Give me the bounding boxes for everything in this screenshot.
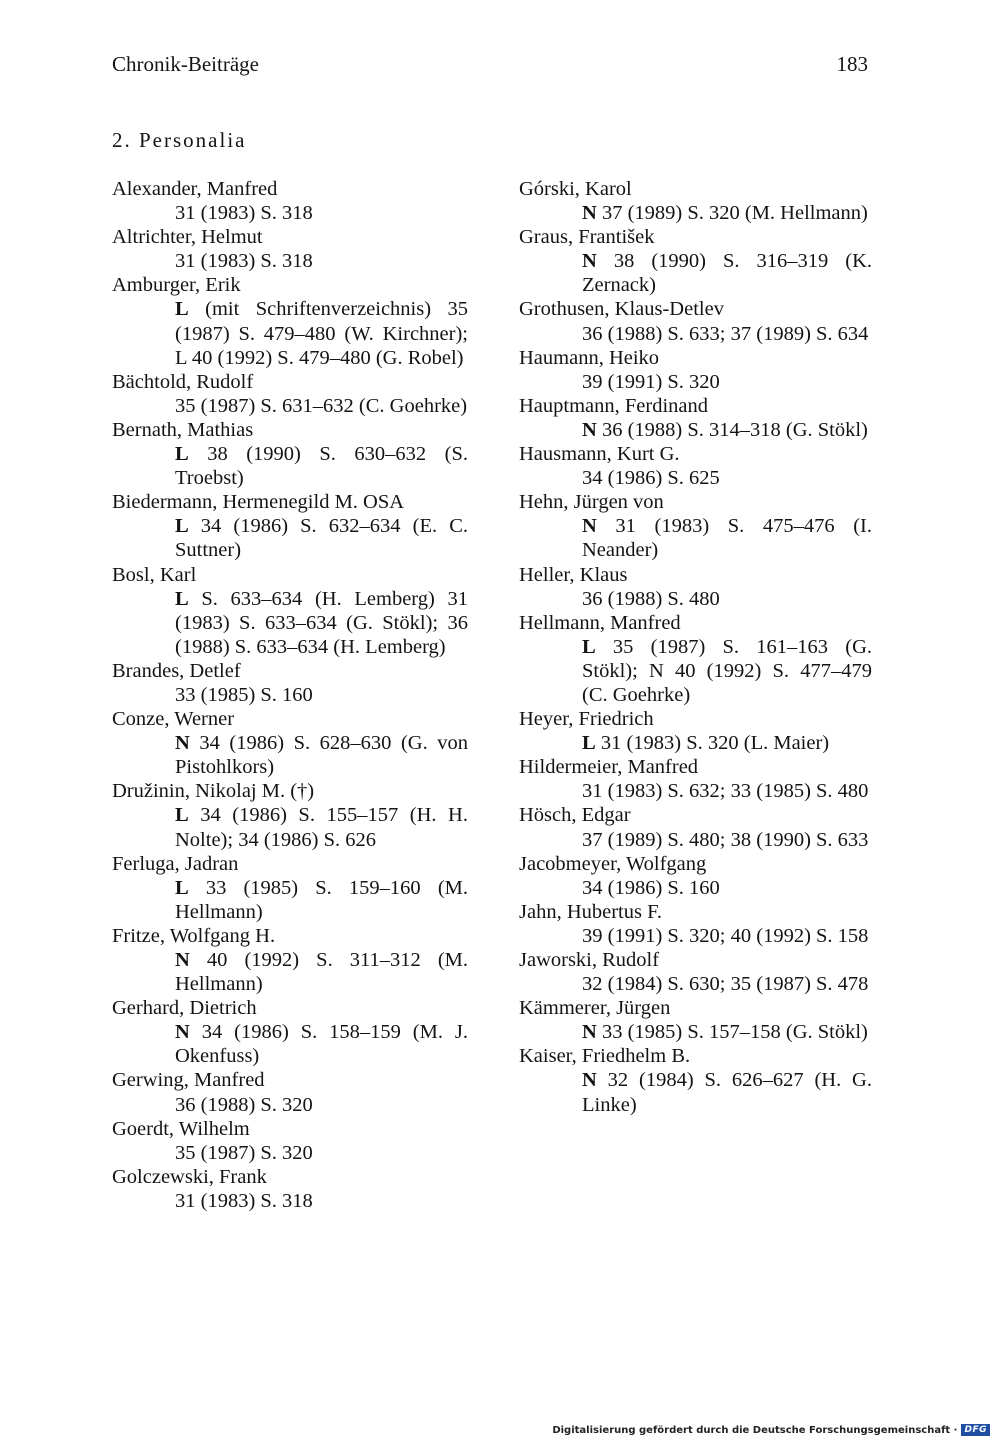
entry-citation: 35 (1987) S. 320 <box>175 1141 313 1164</box>
entry-type-mark: N <box>175 949 190 971</box>
entry-citation: 36 (1988) S. 314–318 (G. Stökl) <box>601 418 868 441</box>
index-entry <box>112 924 468 996</box>
entry-name: Biedermann, Hermenegild M. OSA <box>112 491 405 514</box>
entry-type-mark: L <box>175 804 189 827</box>
entry-name: Górski, Karol <box>519 178 632 200</box>
index-entry <box>519 442 872 490</box>
entry-name: Brandes, Detlef <box>112 659 241 682</box>
entry-reference <box>519 828 872 852</box>
entry-name: Hehn, Jürgen von <box>519 491 664 514</box>
entry-reference <box>519 779 872 803</box>
index-entry <box>112 225 468 273</box>
index-entry <box>112 273 468 369</box>
entry-citation: 33 (1985) S. 157–158 (G. Stökl) <box>601 1021 868 1044</box>
index-entry <box>519 297 872 345</box>
entry-name: Gerwing, Manfred <box>112 1069 265 1092</box>
entry-reference <box>112 803 468 851</box>
index-entry <box>519 803 872 851</box>
index-entry <box>112 1165 468 1213</box>
right-column <box>519 177 872 1117</box>
index-entry <box>519 900 872 948</box>
entry-name: Hildermeier, Manfred <box>519 756 699 779</box>
entry-citation: 35 (1987) S. 161–163 (G. Stökl); N 40 (1992) S. 477–479 (C. Goehrke) <box>582 635 873 706</box>
entry-name: Gerhard, Dietrich <box>112 997 257 1020</box>
index-entry <box>519 755 872 803</box>
entry-reference <box>519 514 872 562</box>
entry-citation: 36 (1988) S. 633; 37 (1989) S. 634 <box>582 322 869 345</box>
entry-citation: 34 (1986) S. 160 <box>582 876 720 899</box>
entry-reference <box>519 924 872 948</box>
entry-name: Hellmann, Manfred <box>519 611 681 634</box>
entry-citation: 38 (1990) S. 316–319 (K. Zernack) <box>582 250 872 297</box>
entry-reference <box>112 1020 468 1068</box>
entry-citation: 34 (1986) S. 625 <box>582 467 720 490</box>
entry-reference <box>112 1141 468 1165</box>
entry-reference <box>112 394 468 418</box>
index-entry <box>519 1044 872 1116</box>
entry-citation: 33 (1985) S. 160 <box>175 683 313 706</box>
entry-reference <box>519 731 872 755</box>
entry-name: Goerdt, Wilhelm <box>112 1117 250 1140</box>
entry-reference <box>112 948 468 996</box>
entry-name: Heyer, Friedrich <box>519 708 654 731</box>
entry-citation: 37 (1989) S. 480; 38 (1990) S. 633 <box>582 828 869 851</box>
entry-citation: 34 (1986) S. 158–159 (M. J. Okenfuss) <box>175 1021 469 1068</box>
entry-citation: 39 (1991) S. 320 <box>582 370 720 393</box>
entry-type-mark: L <box>175 298 189 321</box>
entry-type-mark: L <box>582 635 596 658</box>
entry-citation: (mit Schriftenverzeichnis) 35 (1987) S. 479–480 (W. Kirchner); L 40 (1992) S. 479–480 (G. Robel) <box>175 298 469 369</box>
entry-name: Amburger, Erik <box>112 274 241 297</box>
entry-citation: 37 (1989) S. 320 (M. Hellmann) <box>601 202 868 225</box>
entry-name: Kämmerer, Jürgen <box>519 997 671 1020</box>
entry-citation: 31 (1983) S. 475–476 (I. Neander) <box>582 515 872 562</box>
index-entry <box>112 563 468 659</box>
entry-type-mark: N <box>175 1021 190 1044</box>
entry-name: Conze, Werner <box>112 708 235 731</box>
entry-reference <box>519 587 872 611</box>
entry-citation: 31 (1983) S. 320 (L. Maier) <box>600 732 830 755</box>
entry-name: Bächtold, Rudolf <box>112 370 254 393</box>
entry-citation: 31 (1983) S. 632; 33 (1985) S. 480 <box>582 780 869 803</box>
entry-name: Heller, Klaus <box>519 563 628 586</box>
entry-type-mark: L <box>175 587 189 610</box>
entry-citation: 36 (1988) S. 320 <box>175 1093 313 1116</box>
index-entry <box>519 346 872 394</box>
entry-name: Fritze, Wolfgang H. <box>112 924 276 947</box>
entry-citation: 34 (1986) S. 155–157 (H. H. Nolte); 34 (1986) S. 626 <box>175 804 468 851</box>
entry-reference <box>112 249 468 273</box>
index-entry <box>112 707 468 779</box>
entry-reference <box>519 876 872 900</box>
entry-type-mark: L <box>175 443 189 466</box>
left-column <box>112 177 468 1213</box>
page-number: 183 <box>836 52 868 76</box>
entry-reference <box>519 418 872 442</box>
entry-citation: 31 (1983) S. 318 <box>175 202 313 225</box>
index-entry <box>112 852 468 924</box>
dfg-logo: DFG <box>961 1424 990 1436</box>
entry-reference <box>519 201 872 225</box>
index-entry <box>519 852 872 900</box>
entry-reference <box>519 249 872 297</box>
entry-citation: 39 (1991) S. 320; 40 (1992) S. 158 <box>582 924 869 947</box>
index-entry <box>519 563 872 611</box>
index-entry <box>519 707 872 755</box>
index-entry <box>519 490 872 562</box>
entry-reference <box>112 876 468 924</box>
entry-citation: 40 (1992) S. 311–312 (M. Hellmann) <box>175 949 469 996</box>
entry-type-mark: N <box>582 250 597 273</box>
entry-reference <box>519 635 872 707</box>
page-header <box>112 52 868 82</box>
entry-name: Grothusen, Klaus-Detlev <box>519 298 724 321</box>
entry-name: Altrichter, Helmut <box>112 226 263 249</box>
index-entry <box>112 996 468 1068</box>
entry-citation: 32 (1984) S. 630; 35 (1987) S. 478 <box>582 973 869 996</box>
entry-name: Bernath, Mathias <box>112 418 254 441</box>
entry-type-mark: N <box>582 1069 597 1092</box>
entry-type-mark: N <box>582 515 597 538</box>
entry-reference <box>112 731 468 779</box>
entry-name: Alexander, Manfred <box>112 178 278 200</box>
entry-name: Kaiser, Friedhelm B. <box>519 1045 691 1068</box>
entry-citation: 31 (1983) S. 318 <box>175 1189 313 1212</box>
index-entry <box>519 996 872 1044</box>
entry-reference <box>519 322 872 346</box>
entry-name: Hösch, Edgar <box>519 804 631 827</box>
index-entry <box>112 659 468 707</box>
entry-name: Jahn, Hubertus F. <box>519 900 662 923</box>
entry-name: Golczewski, Frank <box>112 1165 267 1188</box>
entry-reference <box>519 466 872 490</box>
entry-name: Graus, František <box>519 226 655 249</box>
index-entry <box>112 177 468 225</box>
entry-reference <box>112 442 468 490</box>
entry-type-mark: N <box>582 1021 597 1044</box>
entry-citation: 36 (1988) S. 480 <box>582 587 720 610</box>
entry-name: Družinin, Nikolaj M. (†) <box>112 780 315 803</box>
entry-name: Haumann, Heiko <box>519 346 660 369</box>
entry-citation: 34 (1986) S. 632–634 (E. C. Suttner) <box>175 515 469 562</box>
entry-reference <box>519 972 872 996</box>
entry-type-mark: L <box>175 515 189 538</box>
entry-citation: S. 633–634 (H. Lemberg) 31 (1983) S. 633–634 (G. Stökl); 36 (1988) S. 633–634 (H. Lemberg) <box>175 587 469 658</box>
entry-reference <box>519 1020 872 1044</box>
index-entry <box>112 1117 468 1165</box>
section-title: 2. Personalia <box>112 128 247 152</box>
running-title: Chronik-Beiträge <box>112 52 259 76</box>
entry-name: Bosl, Karl <box>112 563 197 586</box>
entry-name: Hauptmann, Ferdinand <box>519 394 709 417</box>
entry-reference <box>519 370 872 394</box>
index-entry <box>112 779 468 851</box>
index-entry <box>519 225 872 297</box>
entry-name: Ferluga, Jadran <box>112 852 239 875</box>
index-entry <box>112 1068 468 1116</box>
index-entry <box>519 611 872 707</box>
entry-reference <box>519 1068 872 1116</box>
entry-type-mark: N <box>582 418 597 441</box>
entry-type-mark: L <box>582 732 596 755</box>
entry-reference <box>112 587 468 659</box>
funding-footer <box>552 1422 990 1438</box>
entry-name: Jacobmeyer, Wolfgang <box>519 852 707 875</box>
entry-citation: 31 (1983) S. 318 <box>175 250 313 273</box>
index-entry <box>519 177 872 225</box>
entry-citation: 33 (1985) S. 159–160 (M. Hellmann) <box>175 876 468 923</box>
index-entry <box>112 418 468 490</box>
index-entry <box>112 370 468 418</box>
index-entry <box>112 490 468 562</box>
entry-type-mark: N <box>582 202 597 225</box>
entry-reference <box>112 297 468 369</box>
funding-note: Digitalisierung gefördert durch die Deutsche Forschungsgemeinschaft · <box>552 1424 958 1436</box>
entry-reference <box>112 683 468 707</box>
entry-name: Jaworski, Rudolf <box>519 949 660 971</box>
index-entry <box>519 394 872 442</box>
index-entry <box>519 948 872 996</box>
entry-type-mark: L <box>175 876 189 899</box>
entry-type-mark: N <box>175 732 190 755</box>
entry-citation: 34 (1986) S. 628–630 (G. von Pistohlkors) <box>175 732 469 779</box>
entry-citation: 35 (1987) S. 631–632 (C. Goehrke) <box>175 394 468 417</box>
entry-reference <box>112 1093 468 1117</box>
entry-name: Hausmann, Kurt G. <box>519 443 680 466</box>
entry-reference <box>112 1189 468 1213</box>
entry-citation: 38 (1990) S. 630–632 (S. Troebst) <box>175 443 468 490</box>
entry-reference <box>112 201 468 225</box>
entry-citation: 32 (1984) S. 626–627 (H. G. Linke) <box>582 1069 872 1116</box>
entry-reference <box>112 514 468 562</box>
